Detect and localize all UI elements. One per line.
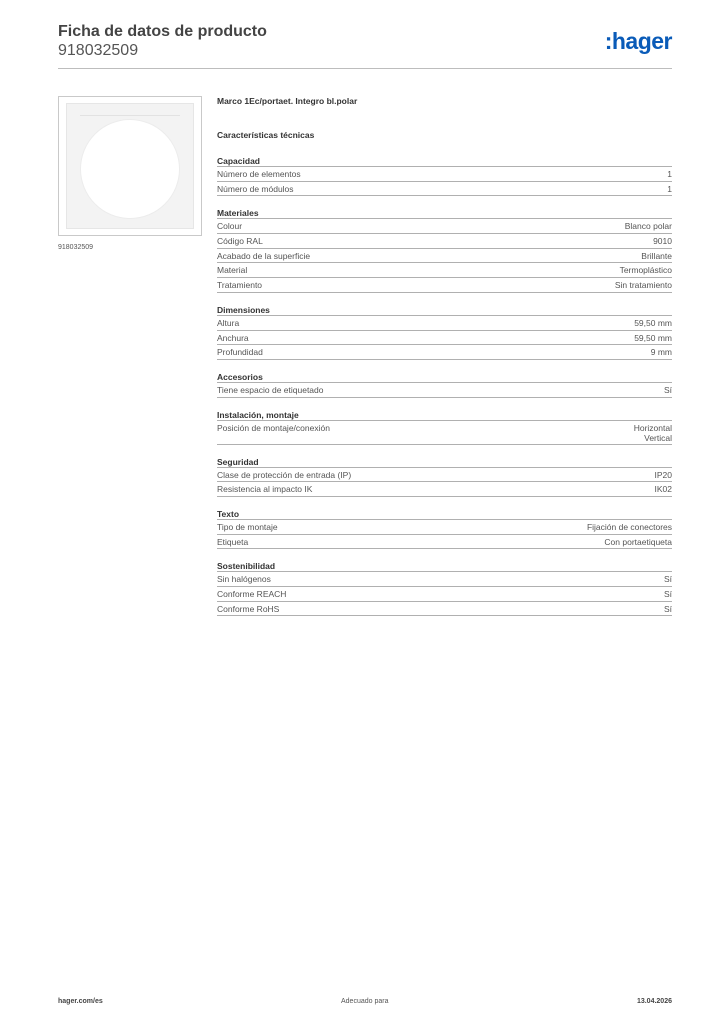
spec-section [217, 372, 672, 398]
spec-value [667, 169, 672, 181]
spec-label: Clase de protección de entrada (IP) [217, 469, 352, 480]
spec-row [217, 316, 672, 331]
spec-row [217, 535, 672, 550]
frame-image [66, 103, 194, 229]
spec-label: Resistencia al impacto IK [217, 484, 313, 495]
frame-opening [81, 120, 179, 218]
hager-logo: :hager [604, 28, 672, 54]
spec-row [217, 167, 672, 182]
spec-value [655, 470, 673, 482]
spec-value [604, 537, 672, 549]
spec-row [217, 278, 672, 293]
spec-value [615, 280, 672, 292]
spec-row [217, 572, 672, 587]
spec-section [217, 561, 672, 616]
spec-value-line: Sí [663, 384, 672, 395]
spec-value-line: Sin tratamiento [614, 280, 672, 291]
spec-value-line: Con portaetiqueta [604, 536, 672, 547]
spec-value [641, 251, 672, 263]
spec-value-line: IP20 [654, 469, 672, 480]
spec-value [664, 589, 672, 601]
spec-value [634, 333, 672, 345]
spec-row [217, 219, 672, 234]
spec-row [217, 263, 672, 278]
product-number: 918032509 [58, 42, 139, 59]
spec-label: Tiene espacio de etiquetado [217, 384, 324, 395]
spec-value [587, 522, 672, 534]
spec-section [217, 457, 672, 497]
spec-sections [217, 156, 672, 616]
spec-row [217, 249, 672, 264]
spec-value-line: 9010 [653, 236, 672, 247]
spec-value-line: 59,50 mm [634, 317, 672, 328]
spec-value [634, 318, 672, 330]
spec-value-line: Sí [663, 603, 672, 614]
footer-website: hager.com/es [58, 998, 103, 1005]
spec-label: Conforme REACH [217, 589, 287, 599]
spec-label: Colour [217, 221, 243, 232]
spec-section [217, 410, 672, 445]
spec-value [664, 385, 672, 397]
spec-label: Tratamiento [217, 280, 263, 291]
spec-section [217, 208, 672, 292]
spec-value-line: Termoplástico [619, 265, 672, 276]
spec-label: Sin halógenos [217, 574, 271, 585]
document-title: Ficha de datos de producto [58, 23, 267, 40]
spec-label: Código RAL [217, 236, 263, 247]
product-name: Marco 1Ec/portaet. Integro bl.polar [217, 96, 358, 106]
spec-section [217, 156, 672, 196]
section-title: Accesorios [217, 372, 672, 383]
spec-row [217, 234, 672, 249]
spec-row [217, 602, 672, 617]
footer-date: 13.04.2026 [636, 998, 672, 1005]
spec-value-line: 1 [667, 183, 672, 194]
spec-row [217, 520, 672, 535]
spec-value-line: Sí [663, 574, 672, 585]
footer-note: Adecuado para [341, 998, 389, 1005]
spec-value [620, 265, 672, 277]
label-holder [80, 109, 180, 116]
image-caption: 918032509 [58, 244, 94, 251]
spec-value-line: 59,50 mm [634, 332, 672, 343]
spec-row [217, 182, 672, 197]
spec-value-line: 9 mm [650, 347, 672, 358]
spec-value-line: IK02 [654, 484, 672, 495]
spec-value [653, 236, 672, 248]
section-title: Instalación, montaje [217, 410, 672, 421]
spec-value [667, 184, 672, 196]
spec-label: Anchura [217, 332, 249, 343]
page-header [58, 22, 672, 69]
spec-value [664, 574, 672, 586]
section-title: Materiales [217, 208, 672, 219]
spec-label: Material [217, 265, 248, 276]
spec-value-line: Blanco polar [624, 221, 672, 232]
section-title: Seguridad [217, 457, 672, 468]
spec-label: Tipo de montaje [217, 521, 278, 532]
spec-section [217, 305, 672, 360]
spec-value-line: Horizontal [633, 422, 672, 433]
spec-value [634, 423, 672, 444]
spec-row [217, 587, 672, 602]
section-title: Sostenibilidad [217, 561, 672, 572]
spec-label: Profundidad [217, 347, 263, 358]
tech-characteristics-title: Características técnicas [217, 130, 315, 140]
spec-label: Número de elementos [217, 169, 301, 179]
section-title: Capacidad [217, 156, 672, 167]
spec-row [217, 421, 672, 445]
spec-label: Etiqueta [217, 536, 249, 547]
section-title: Texto [217, 509, 672, 520]
spec-content [217, 96, 672, 616]
spec-section [217, 509, 672, 549]
spec-row [217, 331, 672, 346]
spec-value-line: Fijación de conectores [586, 521, 672, 532]
spec-row [217, 383, 672, 398]
spec-label: Posición de montaje/conexión [217, 422, 330, 433]
section-title: Dimensiones [217, 305, 672, 316]
product-image [58, 96, 202, 236]
spec-value [625, 221, 672, 233]
spec-value [651, 347, 672, 359]
spec-label: Conforme RoHS [217, 603, 280, 614]
spec-value [664, 604, 672, 616]
spec-value-line: 1 [667, 169, 672, 179]
spec-row [217, 482, 672, 497]
spec-row [217, 468, 672, 483]
spec-label: Número de módulos [217, 183, 294, 194]
spec-value-line: Vertical [644, 432, 672, 443]
spec-row [217, 345, 672, 360]
spec-value [655, 484, 673, 496]
spec-label: Acabado de la superficie [217, 250, 311, 261]
spec-value-line: Sí [663, 589, 672, 599]
spec-label: Altura [217, 317, 240, 328]
spec-value-line: Brillante [641, 250, 672, 261]
